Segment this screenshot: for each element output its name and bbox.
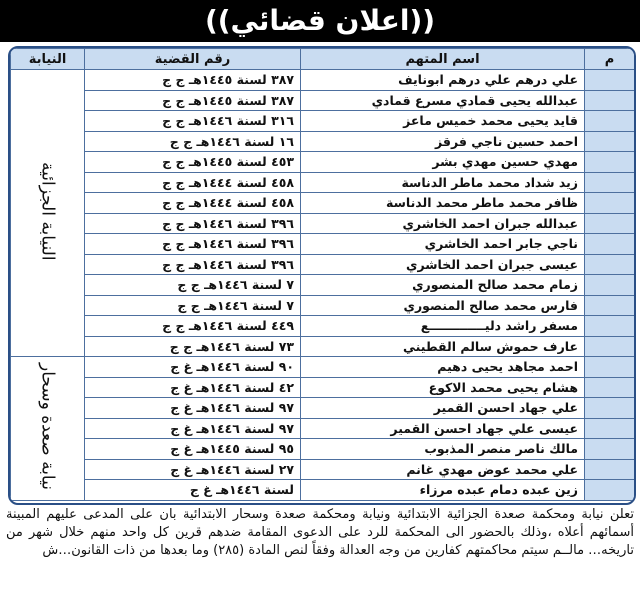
header-prosecution: النيابة	[11, 49, 85, 70]
case-number: ٣٨٧ لسنة ١٤٤٥هـ ج ج	[85, 70, 301, 91]
row-index-cell	[585, 234, 635, 255]
case-number: ٧ لسنة ١٤٤٦هـ ج ج	[85, 295, 301, 316]
table-row	[11, 439, 635, 460]
case-number: ٩٠ لسنة ١٤٤٦هـ غ ج	[85, 357, 301, 378]
defendant-name: ظافر محمد ماطر محمد الدناسة	[301, 193, 585, 214]
table-row	[11, 213, 635, 234]
defendant-name: احمد مجاهد يحيى دهيم	[301, 357, 585, 378]
defendant-name: هشام يحيى محمد الاكوع	[301, 377, 585, 398]
row-index-cell	[585, 70, 635, 91]
case-number: ٣٨٧ لسنة ١٤٤٥هـ ج ج	[85, 90, 301, 111]
case-number: ٩٧ لسنة ١٤٤٦هـ غ ج	[85, 398, 301, 419]
prosecution-cell	[11, 357, 85, 501]
defendant-name: عبدالله يحيى قمادي مسرع قمادي	[301, 90, 585, 111]
case-number: ٤٥٣ لسنة ١٤٤٥هـ ج ج	[85, 152, 301, 173]
defendant-name: زين عبده دمام عبده مرزاء	[301, 480, 585, 501]
header-index: م	[585, 49, 635, 70]
case-number: ١٦ لسنة ١٤٤٦هـ ج ج	[85, 131, 301, 152]
case-number: ٧٣ لسنة ١٤٤٦هـ ج ج	[85, 336, 301, 357]
row-index-cell	[585, 398, 635, 419]
header-defendant-name: اسم المتهم	[301, 49, 585, 70]
case-number: ٣١٦ لسنة ١٤٤٦هـ ج ج	[85, 111, 301, 132]
defendant-name: قايد يحيى محمد خميس ماعز	[301, 111, 585, 132]
prosecution-label: النيابة الجزائية	[37, 162, 58, 261]
case-number: ٩٧ لسنة ١٤٤٦هـ غ ج	[85, 418, 301, 439]
defendant-name: مهدي حسين مهدي بشر	[301, 152, 585, 173]
row-index-cell	[585, 131, 635, 152]
row-index-cell	[585, 275, 635, 296]
row-index-cell	[585, 213, 635, 234]
table-row	[11, 275, 635, 296]
defendant-name: علي جهاد احسن القمير	[301, 398, 585, 419]
table-row	[11, 418, 635, 439]
table-row	[11, 398, 635, 419]
notice-banner-title: ((اعلان قضائي))	[0, 0, 640, 42]
defendant-name: علي محمد عوض مهدي غانم	[301, 459, 585, 480]
defendant-name: ناجي جابر احمد الخاشري	[301, 234, 585, 255]
row-index-cell	[585, 90, 635, 111]
table-row	[11, 152, 635, 173]
notice-paragraph: تعلن نيابة ومحكمة صعدة الجزائية الابتدائية ونيابة ومحكمة صعدة وسحار الابتدائية بان على المدعى عليهم المبينة أسمائهم أعلاه ،وذلك بالحضور الى المحكمة للرد على الدعوى المقامة ضدهم قرين كل واحد منهم خلال شهر من تاريخه… مالــم سيتم محاكمتهم كفارين من وجه العدالة وفقاً لنص المادة (٢٨٥) وما بعدها من ذات القانون…ش	[6, 507, 634, 558]
row-index-cell	[585, 439, 635, 460]
case-number: ٤٢ لسنة ١٤٤٦هـ غ ج	[85, 377, 301, 398]
defendant-name: زيد شداد محمد ماطر الدناسة	[301, 172, 585, 193]
table-row	[11, 459, 635, 480]
row-index-cell	[585, 295, 635, 316]
table-row	[11, 377, 635, 398]
case-number: ٤٥٨ لسنة ١٤٤٤هـ ج ج	[85, 193, 301, 214]
row-index-cell	[585, 254, 635, 275]
defendant-name: مسفر راشد دليـــــــــــــع	[301, 316, 585, 337]
row-index-cell	[585, 172, 635, 193]
defendant-name: فارس محمد صالح المنصوري	[301, 295, 585, 316]
defendants-table	[10, 48, 635, 501]
case-number: ٤٤٩ لسنة ١٤٤٦هـ ج ج	[85, 316, 301, 337]
defendant-name: عيسى علي جهاد احسن القمير	[301, 418, 585, 439]
defendants-table-frame	[8, 46, 636, 505]
row-index-cell	[585, 193, 635, 214]
row-index-cell	[585, 377, 635, 398]
table-row	[11, 480, 635, 501]
table-row	[11, 111, 635, 132]
case-number: ٩٥ لسنة ١٤٤٥هـ غ ج	[85, 439, 301, 460]
case-number: ٣٩٦ لسنة ١٤٤٦هـ ج ج	[85, 234, 301, 255]
header-case-number: رقم القضية	[85, 49, 301, 70]
case-number: ٣٩٦ لسنة ١٤٤٦هـ ج ج	[85, 213, 301, 234]
defendant-name: احمد حسين ناجي فرقز	[301, 131, 585, 152]
row-index-cell	[585, 480, 635, 501]
defendant-name: زمام محمد صالح المنصوري	[301, 275, 585, 296]
table-row	[11, 254, 635, 275]
table-row	[11, 90, 635, 111]
defendant-name: عبدالله جبران احمد الخاشري	[301, 213, 585, 234]
table-row	[11, 295, 635, 316]
prosecution-cell	[11, 70, 85, 357]
table-row	[11, 234, 635, 255]
table-row	[11, 336, 635, 357]
case-number: ٧ لسنة ١٤٤٦هـ ج ج	[85, 275, 301, 296]
defendant-name: مالك ناصر منصر المذبوب	[301, 439, 585, 460]
row-index-cell	[585, 111, 635, 132]
table-row	[11, 316, 635, 337]
defendant-name: علي درهم علي درهم ابونايف	[301, 70, 585, 91]
table-row	[11, 172, 635, 193]
defendant-name: عيسى جبران احمد الخاشري	[301, 254, 585, 275]
row-index-cell	[585, 459, 635, 480]
table-row	[11, 131, 635, 152]
table-header-row	[11, 49, 635, 70]
case-number: ٣٩٦ لسنة ١٤٤٦هـ ج ج	[85, 254, 301, 275]
row-index-cell	[585, 418, 635, 439]
case-number: ٢٧ لسنة ١٤٤٦هـ غ ج	[85, 459, 301, 480]
prosecution-label: نيابة صعدة وسحار	[37, 363, 58, 491]
table-row	[11, 70, 635, 91]
row-index-cell	[585, 336, 635, 357]
table-row	[11, 357, 635, 378]
case-number: ٤٥٨ لسنة ١٤٤٤هـ ج ج	[85, 172, 301, 193]
row-index-cell	[585, 357, 635, 378]
row-index-cell	[585, 316, 635, 337]
table-body	[11, 70, 635, 501]
case-number: لسنة ١٤٤٦هـ غ ج	[85, 480, 301, 501]
row-index-cell	[585, 152, 635, 173]
defendant-name: عارف حموش سالم القطيني	[301, 336, 585, 357]
table-row	[11, 193, 635, 214]
